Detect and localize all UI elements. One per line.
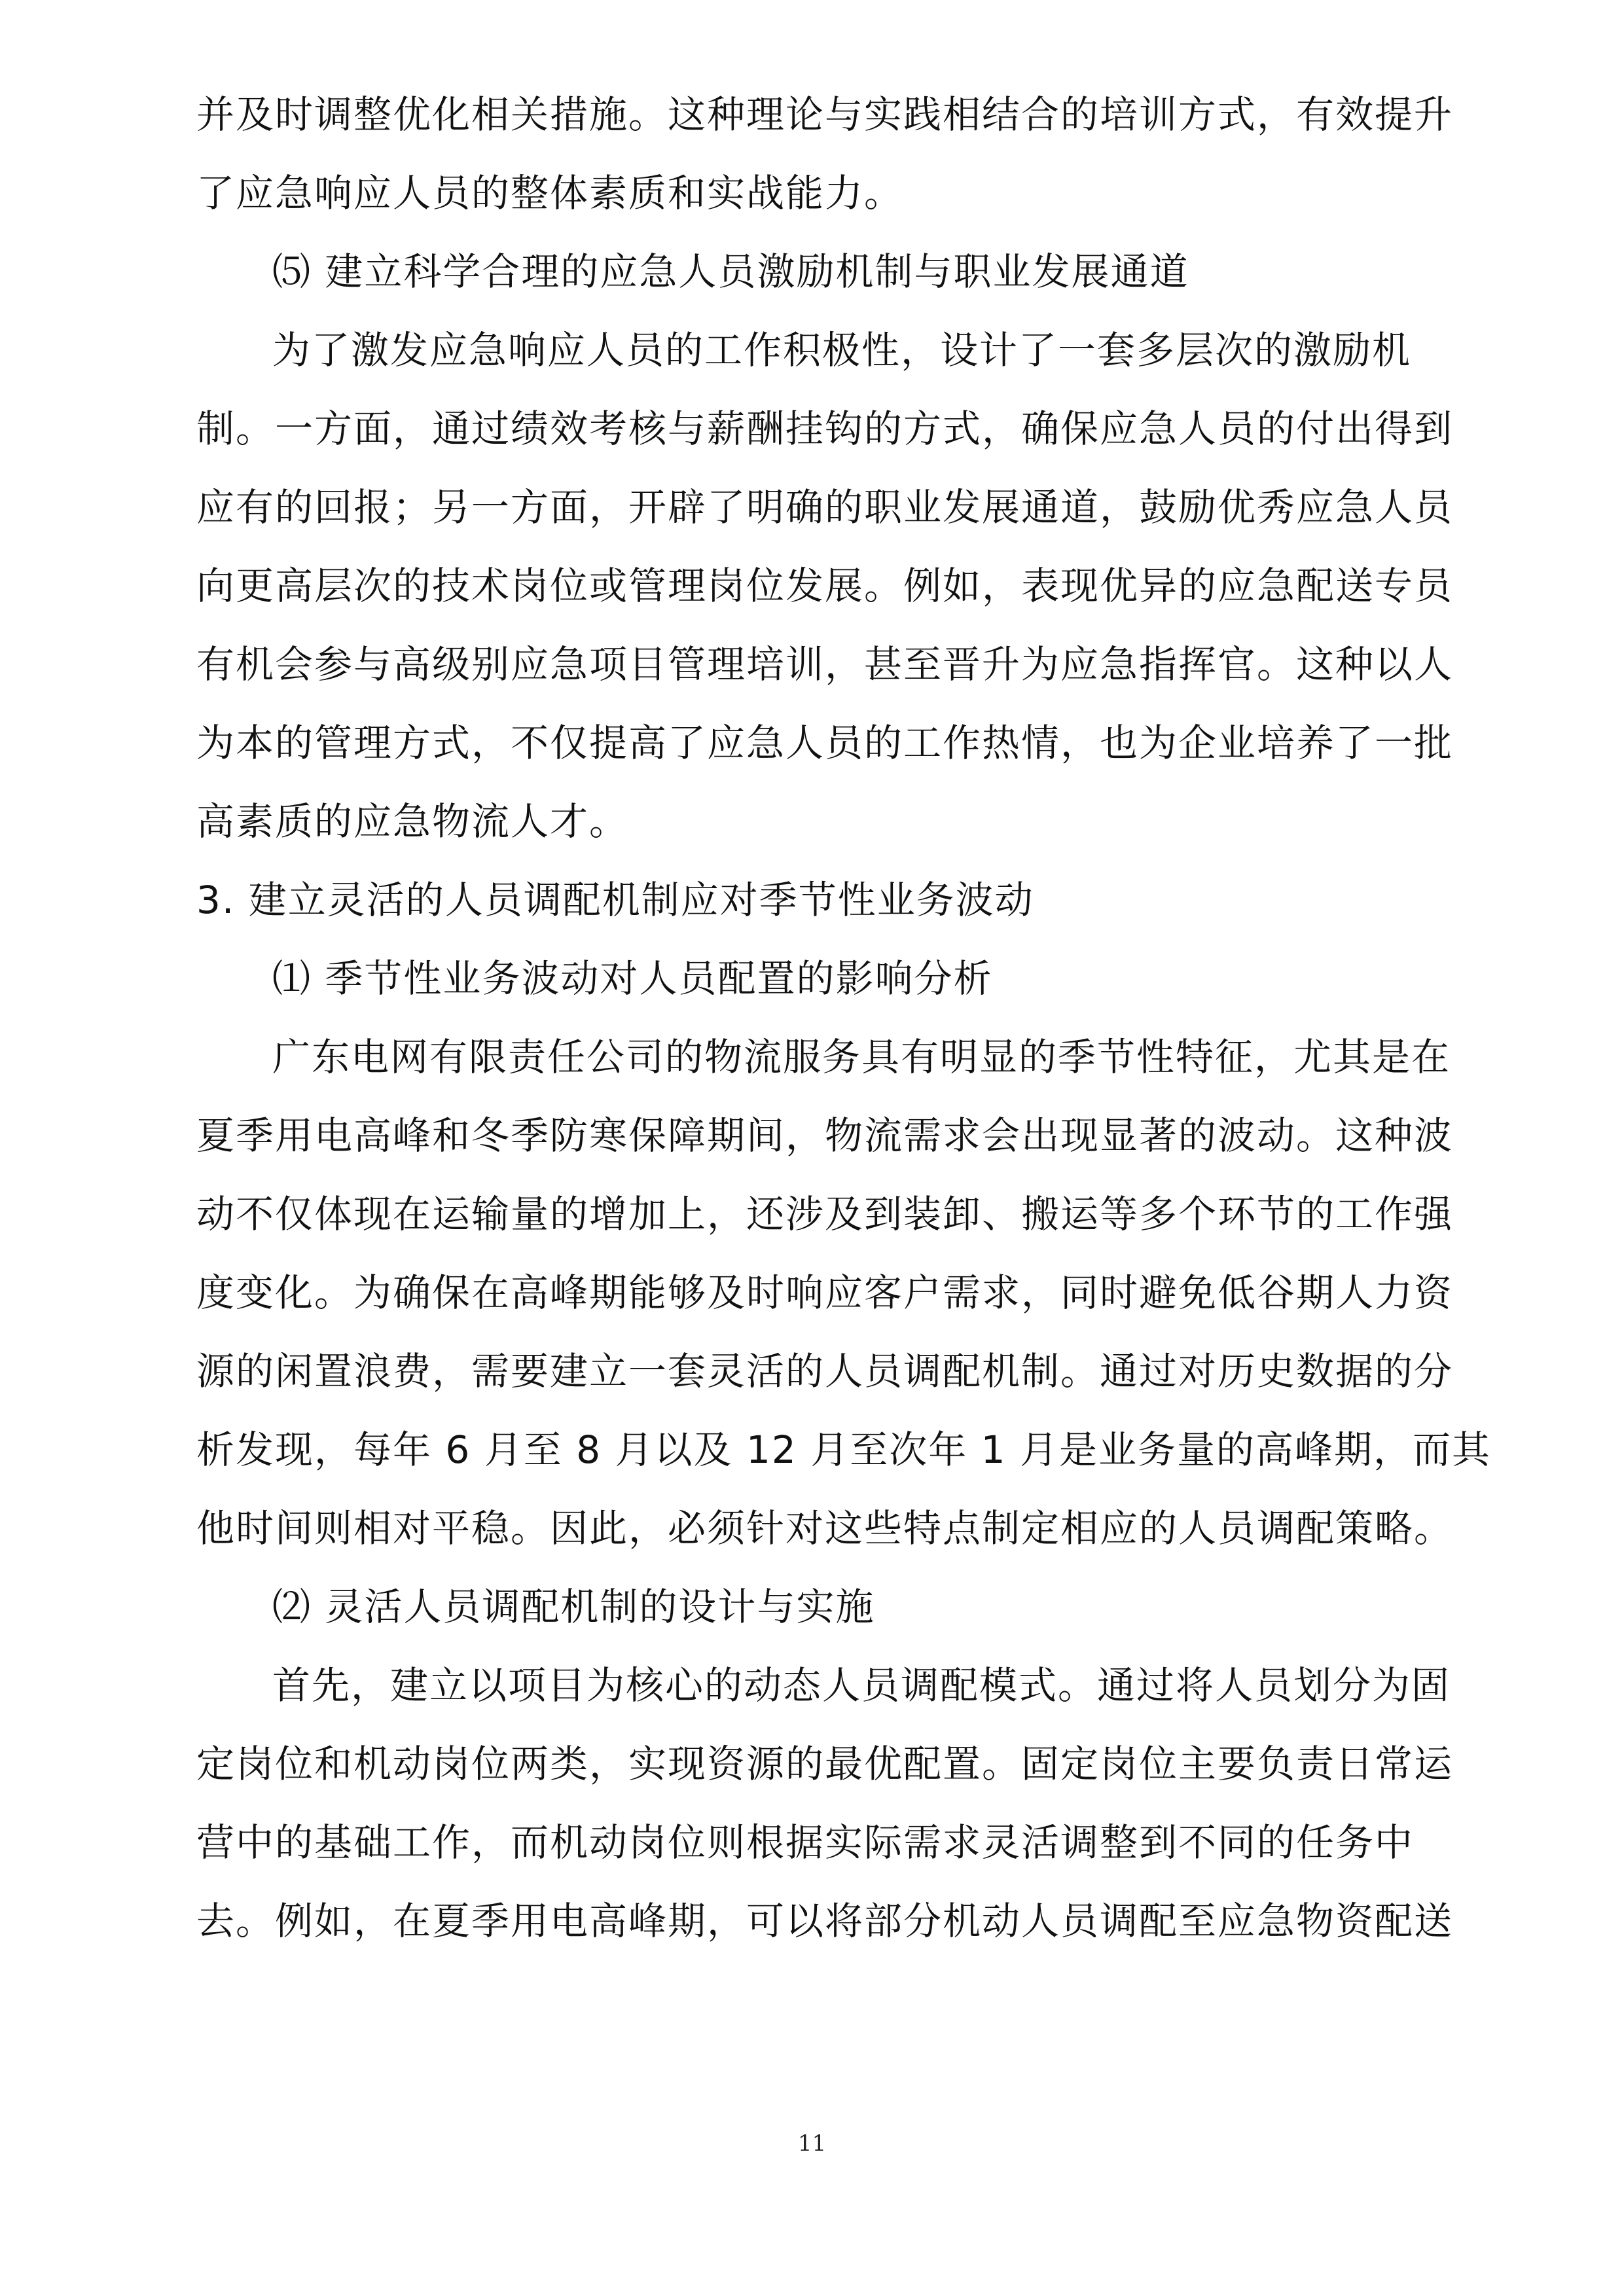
text-line-24: 去。例如，在夏季用电高峰期，可以将部分机动人员调配至应急物资配送 — [196, 1899, 1454, 1943]
text-line-14: 夏季用电高峰和冬季防寒保障期间，物流需求会出现显著的波动。这种波 — [196, 1113, 1454, 1158]
text-line-19: 他时间则相对平稳。因此，必须针对这些特点制定相应的人员调配策略。 — [196, 1506, 1454, 1551]
text-line-21: 首先，建立以项目为核心的动态人员调配模式。通过将人员划分为固 — [272, 1663, 1451, 1708]
section-heading-3: 3. 建立灵活的人员调配机制应对季节性业务波动 — [196, 878, 1034, 922]
page-number: 11 — [797, 2130, 827, 2157]
text-line-2: 了应急响应人员的整体素质和实战能力。 — [196, 171, 904, 215]
subsection-heading-1: ⑴ 季节性业务波动对人员配置的影响分析 — [272, 956, 993, 1001]
text-line-6: 应有的回报；另一方面，开辟了明确的职业发展通道，鼓励优秀应急人员 — [196, 485, 1454, 529]
text-line-1: 并及时调整优化相关措施。这种理论与实践相结合的培训方式，有效提升 — [196, 92, 1454, 137]
text-line-4: 为了激发应急响应人员的工作积极性，设计了一套多层次的激励机 — [272, 328, 1412, 372]
text-line-9: 为本的管理方式，不仅提高了应急人员的工作热情，也为企业培养了一批 — [196, 721, 1454, 765]
text-line-10: 高素质的应急物流人才。 — [196, 799, 629, 844]
text-line-16: 度变化。为确保在高峰期能够及时响应客户需求，同时避免低谷期人力资 — [196, 1270, 1454, 1315]
text-line-5: 制。一方面，通过绩效考核与薪酬挂钩的方式，确保应急人员的付出得到 — [196, 406, 1454, 451]
text-line-8: 有机会参与高级别应急项目管理培训，甚至晋升为应急指挥官。这种以人 — [196, 642, 1454, 687]
text-line-17: 源的闲置浪费，需要建立一套灵活的人员调配机制。通过对历史数据的分 — [196, 1349, 1454, 1393]
subsection-heading-2: ⑵ 灵活人员调配机制的设计与实施 — [272, 1585, 875, 1629]
section-heading-5: ⑸ 建立科学合理的应急人员激励机制与职业发展通道 — [272, 249, 1189, 294]
body-text — [196, 75, 1492, 1960]
text-line-22: 定岗位和机动岗位两类，实现资源的最优配置。固定岗位主要负责日常运 — [196, 1742, 1454, 1786]
text-line-15: 动不仅体现在运输量的增加上，还涉及到装卸、搬运等多个环节的工作强 — [196, 1192, 1454, 1236]
text-line-18: 析发现，每年 6 月至 8 月以及 12 月至次年 1 月是业务量的高峰期，而其 — [196, 1427, 1492, 1472]
text-line-13: 广东电网有限责任公司的物流服务具有明显的季节性特征，尤其是在 — [272, 1035, 1451, 1079]
text-line-7: 向更高层次的技术岗位或管理岗位发展。例如，表现优异的应急配送专员 — [196, 564, 1454, 608]
text-line-23: 营中的基础工作，而机动岗位则根据实际需求灵活调整到不同的任务中 — [196, 1820, 1415, 1865]
